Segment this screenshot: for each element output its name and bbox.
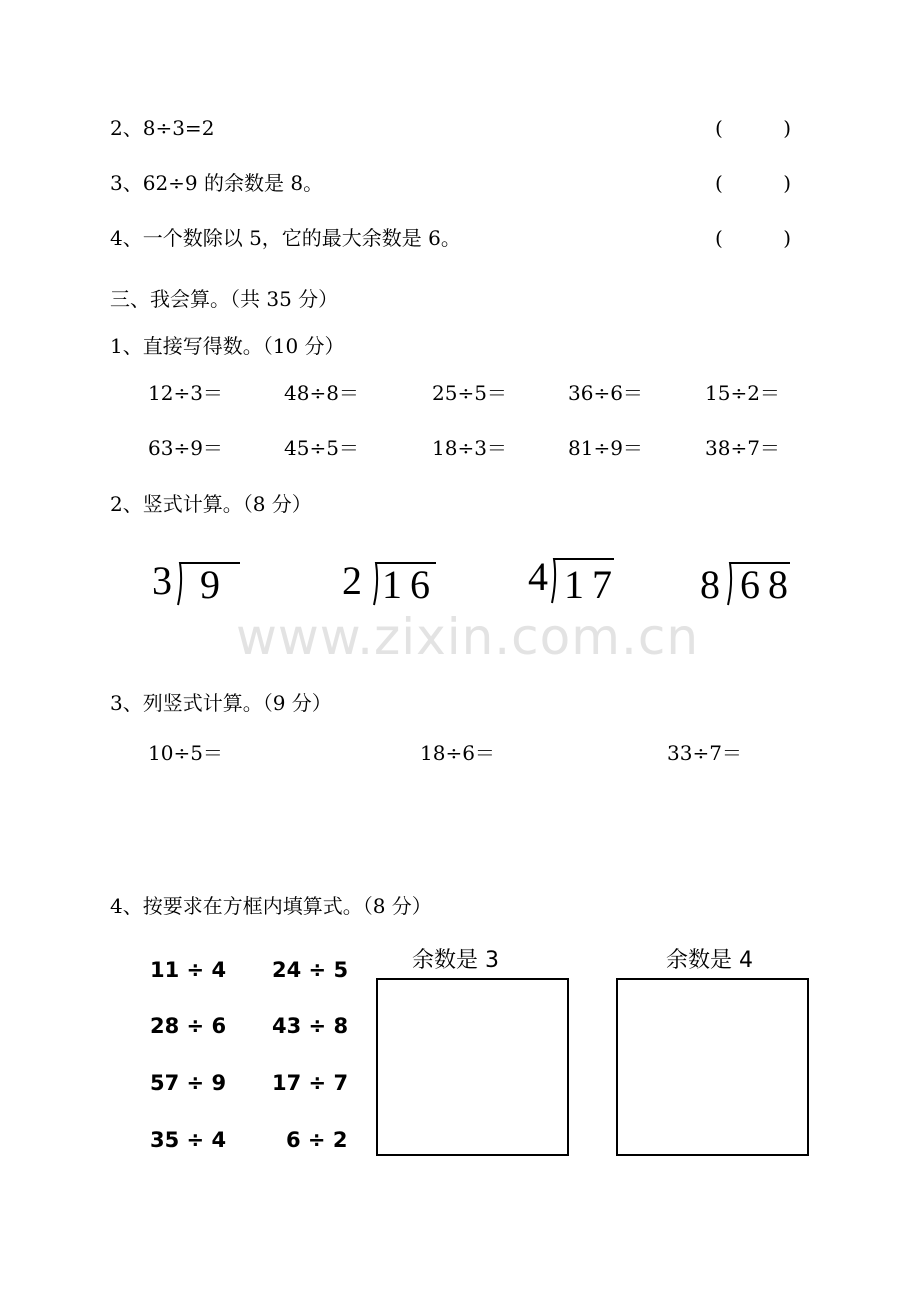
answer-parentheses-4[interactable] — [715, 228, 791, 248]
paren-open: ( — [715, 171, 723, 195]
oral-calc: 15÷2＝ — [705, 381, 780, 405]
expression: 6 ÷ 2 — [286, 1128, 348, 1152]
divisor: 8 — [700, 562, 720, 607]
expression: 57 ÷ 9 — [150, 1071, 227, 1095]
expression: 24 ÷ 5 — [272, 958, 349, 982]
divisor: 2 — [342, 558, 362, 603]
part1-heading: 1、直接写得数。（10 分） — [110, 334, 345, 358]
oral-calc: 18÷3＝ — [432, 436, 507, 460]
dividend: 17 — [564, 562, 620, 607]
expression: 35 ÷ 4 — [150, 1128, 227, 1152]
answer-box-remainder-3[interactable] — [376, 978, 569, 1156]
oral-calc: 38÷7＝ — [705, 436, 780, 460]
divisor: 4 — [528, 554, 548, 599]
part4-heading: 4、按要求在方框内填算式。（8 分） — [110, 894, 432, 918]
judge-item-2: 2、8÷3=2 — [110, 116, 215, 140]
paren-close: ) — [783, 171, 791, 195]
paren-close: ) — [783, 226, 791, 250]
column-calc: 33÷7＝ — [667, 741, 742, 765]
column-calc: 10÷5＝ — [148, 741, 223, 765]
judge-item-3: 3、62÷9 的余数是 8。 — [110, 171, 324, 195]
box1-label: 余数是 3 — [412, 948, 499, 973]
divisor: 3 — [152, 558, 172, 603]
answer-parentheses-3[interactable] — [715, 173, 791, 193]
judge-item-4: 4、一个数除以 5，它的最大余数是 6。 — [110, 226, 461, 250]
oral-calc: 48÷8＝ — [284, 381, 359, 405]
paren-open: ( — [715, 226, 723, 250]
box2-label: 余数是 4 — [666, 948, 753, 973]
oral-calc: 25÷5＝ — [432, 381, 507, 405]
oral-calc: 81÷9＝ — [568, 436, 643, 460]
dividend: 16 — [382, 562, 438, 607]
expression: 43 ÷ 8 — [272, 1014, 349, 1038]
oral-calc: 12÷3＝ — [148, 381, 223, 405]
answer-box-remainder-4[interactable] — [616, 978, 809, 1156]
expression: 11 ÷ 4 — [150, 958, 227, 982]
paren-close: ) — [783, 116, 791, 140]
part2-heading: 2、竖式计算。（8 分） — [110, 492, 312, 516]
dividend: 9 — [200, 562, 228, 607]
part3-heading: 3、列竖式计算。（9 分） — [110, 691, 332, 715]
section-heading: 三、我会算。（共 35 分） — [110, 287, 339, 311]
dividend: 68 — [740, 562, 796, 607]
column-calc: 18÷6＝ — [420, 741, 495, 765]
expression: 17 ÷ 7 — [272, 1071, 349, 1095]
paren-open: ( — [715, 116, 723, 140]
expression: 28 ÷ 6 — [150, 1014, 227, 1038]
oral-calc: 36÷6＝ — [568, 381, 643, 405]
answer-parentheses-2[interactable] — [715, 118, 791, 138]
watermark: www.zixin.com.cn — [236, 608, 700, 666]
oral-calc: 63÷9＝ — [148, 436, 223, 460]
oral-calc: 45÷5＝ — [284, 436, 359, 460]
